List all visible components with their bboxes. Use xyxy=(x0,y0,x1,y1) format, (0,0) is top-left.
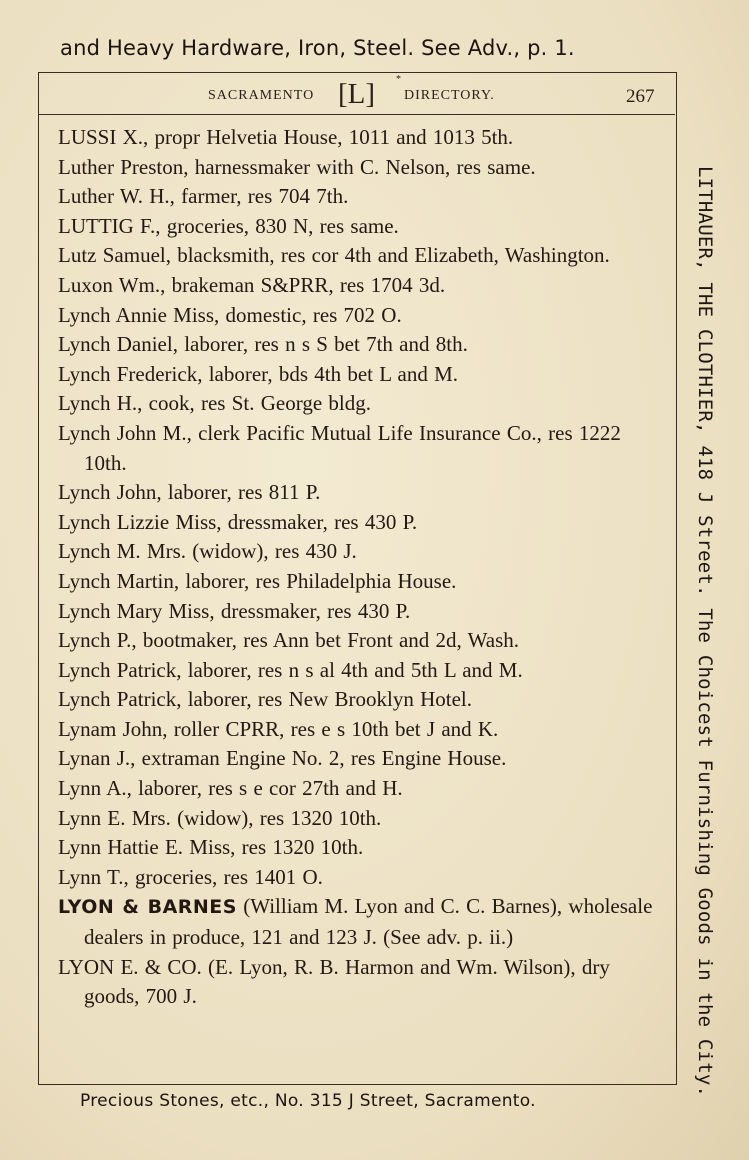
entry-text: Lynch John, laborer, res 811 P. xyxy=(58,480,321,505)
directory-entry xyxy=(58,389,668,419)
header-advertisement: and Heavy Hardware, Iron, Steel. See Adv., p. 1. xyxy=(60,36,575,60)
entry-text: Lynch Frederick, laborer, bds 4th bet L and M. xyxy=(58,361,459,386)
entry-text: Lynch Annie Miss, domestic, res 702 O. xyxy=(58,302,402,327)
directory-entry xyxy=(58,804,668,834)
side-advertisement xyxy=(690,166,720,1098)
directory-entry xyxy=(58,537,668,567)
directory-entry xyxy=(58,892,668,952)
footer-advertisement: Precious Stones, etc., No. 315 J Street, Sacramento. xyxy=(80,1091,536,1111)
directory-entry xyxy=(58,774,668,804)
entry-text: LUTTIG F., groceries, 830 N, res same. xyxy=(58,213,399,238)
directory-entry xyxy=(58,685,668,715)
side-advertisement-text: LITHAUER, THE CLOTHIER, 418 J Street. The Choicest Furnishing Goods in the City. xyxy=(694,166,716,1098)
entry-text: Luxon Wm., brakeman S&PRR, res 1704 3d. xyxy=(58,272,446,297)
entry-text: Lynch Patrick, laborer, res New Brooklyn Hotel. xyxy=(58,687,472,712)
directory-entry xyxy=(58,626,668,656)
directory-entry xyxy=(58,567,668,597)
page-number: 267 xyxy=(626,86,655,107)
directory-entry xyxy=(58,478,668,508)
entry-text: Lynn E. Mrs. (widow), res 1320 10th. xyxy=(58,805,382,830)
entry-text: Luther Preston, harnessmaker with C. Nelson, res same. xyxy=(58,154,536,179)
directory-entry xyxy=(58,301,668,331)
entry-text: Lynch Martin, laborer, res Philadelphia House. xyxy=(58,568,457,593)
directory-entry xyxy=(58,597,668,627)
entry-text: Lynn A., laborer, res s e cor 27th and H. xyxy=(58,776,403,801)
entry-text: Lynan J., extraman Engine No. 2, res Engine House. xyxy=(58,746,507,771)
entry-text: Lynch Daniel, laborer, res n s S bet 7th and 8th. xyxy=(58,332,468,357)
directory-entry xyxy=(58,123,668,153)
entry-text: Lynch Lizzie Miss, dressmaker, res 430 P. xyxy=(58,509,418,534)
directory-entry xyxy=(58,953,668,1012)
directory-entry xyxy=(58,212,668,242)
running-head-title: DIRECTORY. xyxy=(404,88,495,103)
entry-text: Lynch P., bootmaker, res Ann bet Front and 2d, Wash. xyxy=(58,628,520,653)
entry-text: LUSSI X., propr Helvetia House, 1011 and 1013 5th. xyxy=(58,125,514,149)
running-head-mark: * xyxy=(396,74,401,85)
entry-text: LYON E. & CO. (E. Lyon, R. B. Harmon and Wm. Wilson), dry goods, 700 J. xyxy=(58,954,610,1009)
running-head xyxy=(38,72,675,115)
entry-text: Lynch Patrick, laborer, res n s al 4th and 5th L and M. xyxy=(58,657,523,682)
directory-entry xyxy=(58,153,668,183)
entry-text: Lynch John M., clerk Pacific Mutual Life Insurance Co., res 1222 10th. xyxy=(58,420,621,475)
directory-entry xyxy=(58,360,668,390)
entry-text: Luther W. H., farmer, res 704 7th. xyxy=(58,184,349,209)
running-head-letter: [L] xyxy=(338,78,376,110)
directory-entry xyxy=(58,271,668,301)
directory-entry xyxy=(58,744,668,774)
directory-entry xyxy=(58,419,668,478)
entry-text: Lutz Samuel, blacksmith, res cor 4th and Elizabeth, Washington. xyxy=(58,243,610,268)
directory-entry xyxy=(58,715,668,745)
directory-entry xyxy=(58,833,668,863)
directory-entry xyxy=(58,863,668,893)
directory-entry xyxy=(58,182,668,212)
entry-text: Lynch H., cook, res St. George bldg. xyxy=(58,391,371,416)
directory-entry xyxy=(58,508,668,538)
directory-entry xyxy=(58,330,668,360)
directory-entry xyxy=(58,656,668,686)
running-head-city: SACRAMENTO xyxy=(208,88,315,103)
entry-text: (William M. Lyon and C. C. Barnes), wholesale dealers in produce, 121 and 123 J. (See adv. p. ii.) xyxy=(84,894,653,950)
entry-text: Lynch M. Mrs. (widow), res 430 J. xyxy=(58,539,357,564)
directory-entries xyxy=(58,123,668,1012)
entry-text: Lynam John, roller CPRR, res e s 10th bet J and K. xyxy=(58,716,499,741)
directory-entry xyxy=(58,241,668,271)
entry-firm-name: LYON & BARNES xyxy=(58,896,237,919)
entry-text: Lynn T., groceries, res 1401 O. xyxy=(58,864,323,889)
entry-text: Lynn Hattie E. Miss, res 1320 10th. xyxy=(58,835,364,860)
entry-text: Lynch Mary Miss, dressmaker, res 430 P. xyxy=(58,598,411,623)
